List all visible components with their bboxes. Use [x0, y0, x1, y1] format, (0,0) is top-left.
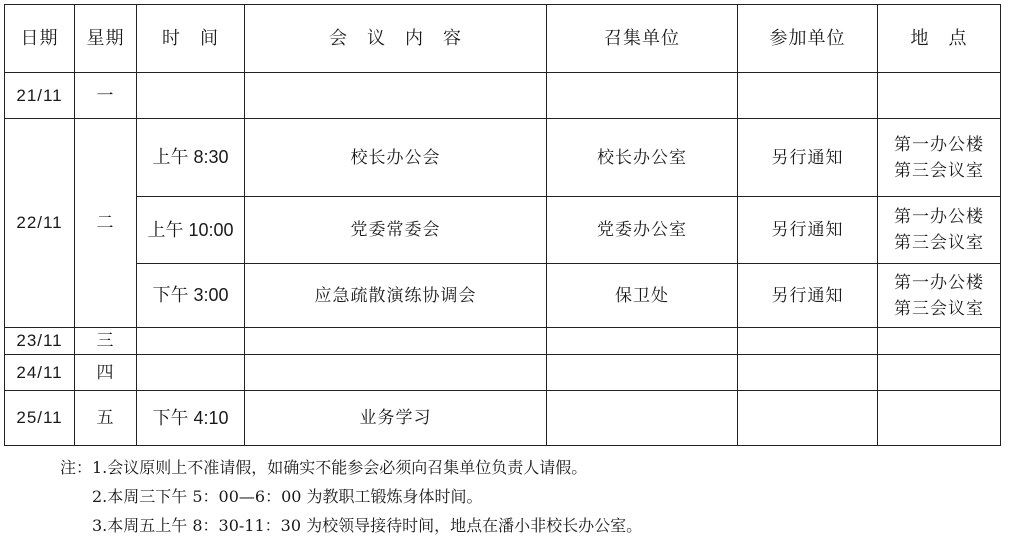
convener-cell: 保卫处 [547, 264, 738, 328]
content-cell [245, 73, 547, 119]
participants-cell [738, 73, 878, 119]
header-time: 时 间 [137, 5, 245, 73]
time-cell [137, 73, 245, 119]
weekday-cell: 三 [75, 328, 137, 355]
header-convener: 召集单位 [547, 5, 738, 73]
date-cell: 25/11 [5, 391, 75, 446]
convener-cell [547, 355, 738, 391]
convener-cell [547, 391, 738, 446]
participants-cell: 另行通知 [738, 264, 878, 328]
content-cell: 业务学习 [245, 391, 547, 446]
time-cell [137, 197, 245, 264]
header-content: 会 议 内 容 [245, 5, 547, 73]
participants-cell [738, 391, 878, 446]
weekday-cell: 四 [75, 355, 137, 391]
time-cell [137, 355, 245, 391]
location-cell [878, 73, 1001, 119]
participants-cell [738, 328, 878, 355]
content-cell: 党委常委会 [245, 197, 547, 264]
weekday-cell: 二 [75, 119, 137, 328]
table-row [5, 197, 1001, 264]
time-cell [137, 119, 245, 197]
notes-section [60, 453, 642, 540]
note-line: 注：1.会议原则上不准请假，如确实不能参会必须向召集单位负责人请假。 [60, 458, 588, 477]
header-weekday: 星期 [75, 5, 137, 73]
meeting-schedule-table [4, 4, 1001, 446]
date-cell: 24/11 [5, 355, 75, 391]
table-row [5, 355, 1001, 391]
table-row [5, 73, 1001, 119]
location-cell [878, 391, 1001, 446]
content-cell: 校长办公会 [245, 119, 547, 197]
location-line: 第三会议室 [894, 298, 984, 319]
location-line: 第一办公楼 [894, 272, 984, 293]
location-line: 第一办公楼 [894, 134, 984, 155]
location-cell [878, 119, 1001, 197]
time-label: 上午 10:00 [147, 219, 234, 240]
date-cell: 21/11 [5, 73, 75, 119]
content-cell [245, 355, 547, 391]
note-line: 3.本周五上午 8：30-11：30 为校领导接待时间，地点在潘小非校长办公室。 [92, 516, 643, 535]
date-cell: 23/11 [5, 328, 75, 355]
header-location: 地 点 [878, 5, 1001, 73]
participants-cell [738, 355, 878, 391]
location-cell [878, 355, 1001, 391]
content-cell [245, 328, 547, 355]
table-row [5, 264, 1001, 328]
location-cell [878, 197, 1001, 264]
content-cell: 应急疏散演练协调会 [245, 264, 547, 328]
header-row [5, 5, 1001, 73]
time-cell [137, 264, 245, 328]
note-line: 2.本周三下午 5：00—6：00 为教职工锻炼身体时间。 [92, 487, 483, 506]
time-label: 下午 3:00 [152, 285, 229, 305]
convener-cell [547, 73, 738, 119]
table-row [5, 328, 1001, 355]
location-line: 第三会议室 [894, 160, 984, 181]
table-row [5, 119, 1001, 197]
participants-cell: 另行通知 [738, 119, 878, 197]
location-cell [878, 264, 1001, 328]
participants-cell: 另行通知 [738, 197, 878, 264]
header-date: 日期 [5, 5, 75, 73]
time-label: 下午 4:10 [152, 407, 229, 428]
location-line: 第一办公楼 [894, 207, 984, 227]
location-cell [878, 328, 1001, 355]
weekday-cell: 五 [75, 391, 137, 446]
convener-cell: 校长办公室 [547, 119, 738, 197]
table-row [5, 391, 1001, 446]
header-participants: 参加单位 [738, 5, 878, 73]
date-cell: 22/11 [5, 119, 75, 328]
time-cell [137, 328, 245, 355]
weekday-cell: 一 [75, 73, 137, 119]
time-label: 上午 8:30 [152, 147, 229, 167]
convener-cell [547, 328, 738, 355]
time-cell [137, 391, 245, 446]
convener-cell: 党委办公室 [547, 197, 738, 264]
location-line: 第三会议室 [894, 233, 984, 253]
